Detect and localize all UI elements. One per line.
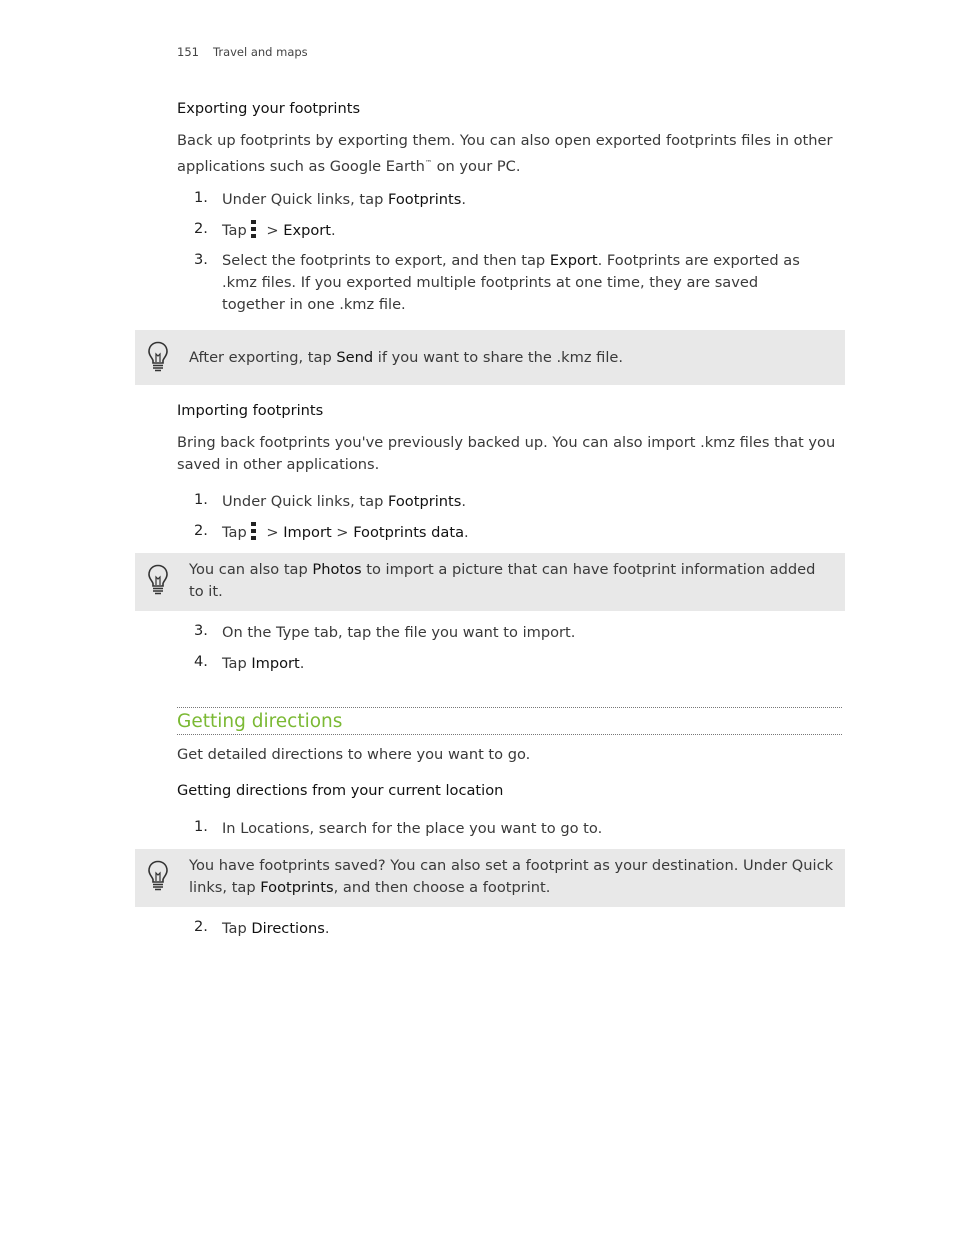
exporting-intro: Back up footprints by exporting them. You can also open exported footprints files in other applications such as Google Earth™ on your PC. <box>177 132 833 175</box>
import-step-2: Tap > Import > Footprints data. <box>222 524 469 541</box>
step-number: 2. <box>194 918 208 935</box>
export-step-3: Select the footprints to export, and then tap Export. Footprints are exported as .kmz files. If you exported multiple footprints at one time, they are saved together in one .kmz file. <box>222 252 800 313</box>
chapter-title: Travel and maps <box>213 45 308 59</box>
exporting-heading: Exporting your footprints <box>177 100 361 117</box>
lightbulb-icon <box>147 564 169 596</box>
step-number: 2. <box>194 220 208 237</box>
tip-text: After exporting, tap Send if you want to share the .kmz file. <box>189 349 623 366</box>
import-step-3: On the Type tab, tap the file you want to import. <box>222 624 576 641</box>
lightbulb-icon <box>147 860 169 892</box>
more-vertical-icon <box>251 220 256 238</box>
step-number: 1. <box>194 491 208 508</box>
import-step-4: Tap Import. <box>222 655 305 672</box>
step-number: 1. <box>194 818 208 835</box>
import-step-1: Under Quick links, tap Footprints. <box>222 493 466 510</box>
step-number: 3. <box>194 251 208 268</box>
importing-heading: Importing footprints <box>177 402 324 419</box>
lightbulb-icon <box>147 341 169 373</box>
tip-box <box>135 330 845 385</box>
directions-subheading: Getting directions from your current location <box>177 782 504 799</box>
section-rule-top <box>177 707 842 708</box>
tip-box <box>135 849 845 907</box>
section-title: Getting directions <box>177 711 343 732</box>
importing-intro: Bring back footprints you've previously backed up. You can also import .kmz files that you saved in other applications. <box>177 434 836 473</box>
step-number: 4. <box>194 653 208 670</box>
tip-text: You have footprints saved? You can also set a footprint as your destination. Under Quick links, tap Footprints, and then choose a footprint. <box>189 857 834 896</box>
page-number: 151 <box>177 45 199 59</box>
directions-step-2: Tap Directions. <box>222 920 330 937</box>
more-vertical-icon <box>251 522 256 540</box>
step-number: 1. <box>194 189 208 206</box>
step-number: 3. <box>194 622 208 639</box>
export-step-2: Tap > Export. <box>222 222 336 239</box>
section-rule-bottom <box>177 734 842 735</box>
export-step-1: Under Quick links, tap Footprints. <box>222 191 466 208</box>
directions-intro: Get detailed directions to where you want to go. <box>177 746 531 763</box>
step-number: 2. <box>194 522 208 539</box>
tip-text: You can also tap Photos to import a picture that can have footprint information added to it. <box>189 561 816 600</box>
tip-box <box>135 553 845 611</box>
directions-step-1: In Locations, search for the place you want to go to. <box>222 820 603 837</box>
